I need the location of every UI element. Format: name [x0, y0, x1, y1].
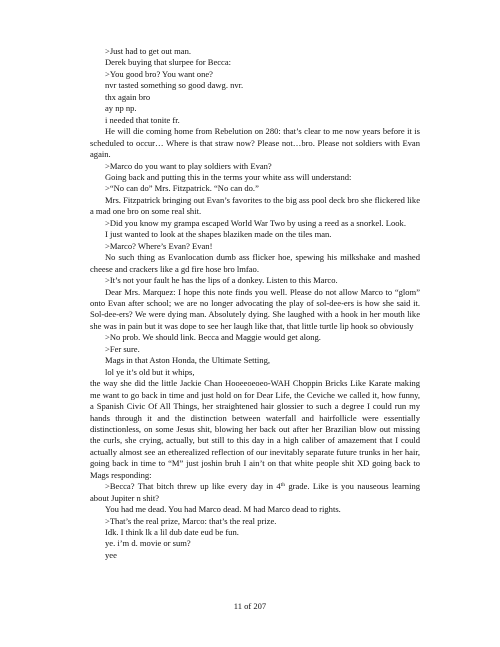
paragraph: >Did you know my grampa escaped World War Two by using a reed as a snorkel. Look. — [105, 217, 406, 228]
text-line: Derek buying that slurpee for Becca: — [105, 57, 232, 68]
text-line: You had me dead. You had Marco dead. M had Marco dead to rights. — [105, 504, 341, 515]
text-line: ay np np. — [105, 103, 137, 114]
paragraph: Dear Mrs. Marquez: I hope this note finds you well. Please do not allow Marco to “glom” onto Evan after school; we are no longer advocating the play of sol-dee-ers is how she said it. Sol-dee-ers? We were dying man. Absolutely dying. She laughed with a hook in her mouth like she was in pain but it was dope to see her laugh like that, that little turtle lip hook so obviously — [90, 286, 420, 331]
text-line: >Marco do you want to play soldiers with Evan? — [105, 160, 272, 171]
paragraph — [90, 481, 420, 504]
paragraph: No such thing as Evanlocation dumb ass flicker hoe, spewing his milkshake and mashed cheese and crackers like a gd fire hose bro lmfao. — [90, 252, 420, 274]
text-span: grade. Like is you nauseous learning about Jupiter n shit? — [90, 481, 420, 503]
text-line: nvr tasted something so good dawg. nvr. — [105, 80, 244, 91]
paragraph: Mrs. Fitzpatrick bringing out Evan’s favorites to the big ass pool deck bro she flickered like a mad one bro on some real shit. — [90, 194, 420, 217]
page-number: 11 of 207 — [233, 601, 267, 611]
text-line: >Just had to get out man. — [105, 46, 192, 56]
text-line: I just wanted to look at the shapes blaziken made on the tiles man. — [105, 229, 332, 240]
paragraph: the way she did the little Jackie Chan Hooeeoeoeo-WAH Choppin Bricks Like Karate making me want to go back in time and just hold on for Dear Life, the Ceviche we called it, how funny, a Spanish Civic Of All Things, her straightened hair glossier to such a degree I could run my hands through it and the distinction between waterfall and hairfollicle were essentially distinctionless, on some Jesus shit, blowing her back out after her Brazilian blow out missing the curls, she crying, actually, but still to this day in a high caliber of amazement that I could actually almost see an etherealized reflection of our inevitably separate future trunks in her hair, going back in time to “M” just joshin bruh I ain’t on that white people shit XD going back to Mags responding: — [90, 378, 420, 480]
text-line: >Fer sure. — [105, 343, 140, 354]
text-line: ye. i’m d. movie or sum? — [105, 538, 191, 549]
superscript: th — [280, 482, 286, 489]
text-line: >You good bro? You want one? — [105, 68, 213, 79]
text-line: >No prob. We should link. Becca and Maggie would get along. — [105, 332, 321, 343]
text-line: >It’s not your fault he has the lips of a donkey. Listen to this Marco. — [105, 275, 338, 286]
text-line: thx again bro — [105, 91, 151, 102]
text-line: lol ye it’s old but it whips, — [105, 366, 195, 377]
text-line: >“No can do” Mrs. Fitzpatrick. “No can do.” — [105, 183, 259, 194]
body-text — [90, 46, 420, 561]
text-line: Mags in that Aston Honda, the Ultimate Setting, — [105, 355, 270, 366]
paragraph: He will die coming home from Rebelution on 280: that’s clear to me now years before it is scheduled to occur… Where is that straw now? Please not…bro. Please not soldiers with Evan again. — [90, 126, 420, 160]
text-line: >That’s the real prize, Marco: that’s the real prize. — [105, 515, 277, 526]
text-line: i needed that tonite fr. — [105, 114, 180, 125]
text-span: >Becca? That bitch threw up like every day in 4 — [105, 481, 281, 492]
text-line: yee — [105, 549, 117, 560]
text-line: Going back and putting this in the terms your white ass will understand: — [105, 171, 352, 182]
text-line: >Marco? Where’s Evan? Evan! — [105, 240, 213, 251]
text-line: Idk. I think lk a lil dub date eud be fun. — [105, 527, 239, 538]
